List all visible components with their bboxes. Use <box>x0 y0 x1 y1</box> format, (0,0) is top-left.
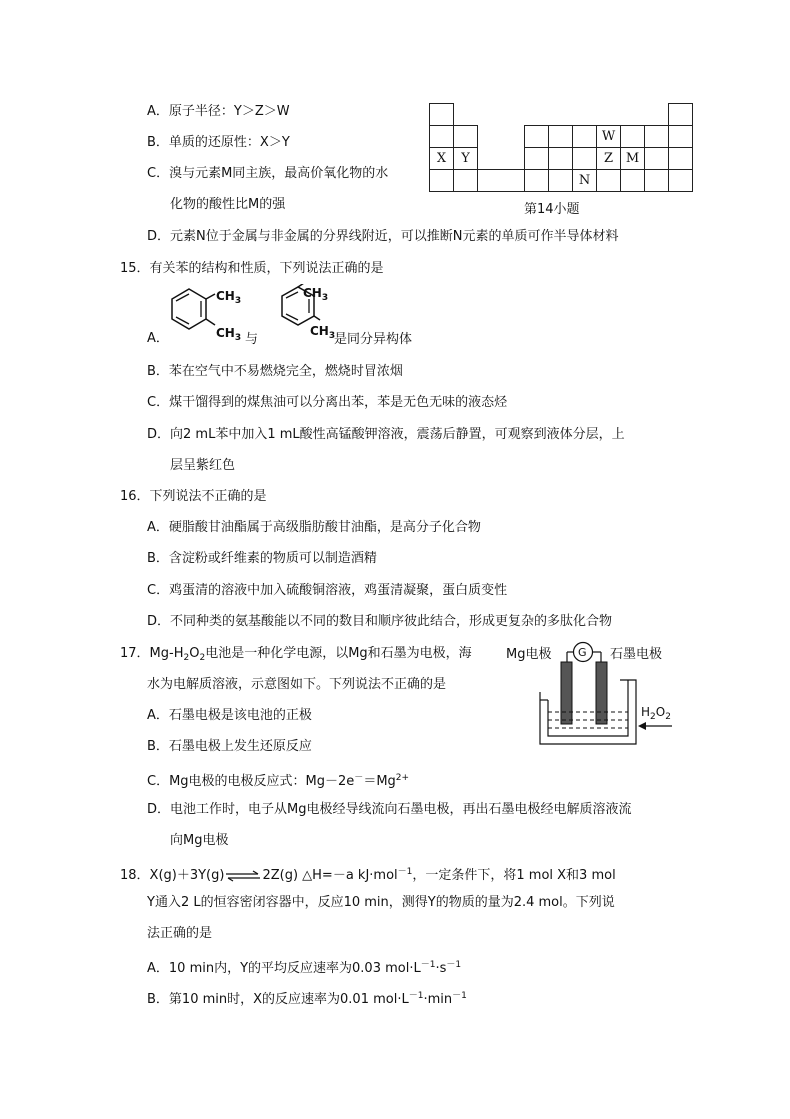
q18-stem-line2: Y通入2 L的恒容密闭容器中，反应10 min，测得Y的物质的量为2.4 mol。下列说 <box>147 895 615 910</box>
q15-option-d-line1: D．向2 mL苯中加入1 mL酸性高锰酸钾溶液，震荡后静置，可观察到液体分层，上 <box>147 427 625 442</box>
q15-option-a-mid: 与 <box>245 332 259 347</box>
q17-stem-line1: 17．$Mg-H_2O_2$电池是一种化学电源，以Mg和石墨为电极，海 <box>120 646 472 663</box>
cell-m: M <box>621 148 645 170</box>
q15-stem: 15．有关苯的结构和性质，下列说法正确的是 <box>120 261 384 276</box>
q14-option-a: A．原子半径：Y＞Z＞W <box>147 104 290 119</box>
q17-option-d-line2: 向Mg电极 <box>170 833 229 848</box>
q17-stem-line2: 水为电解质溶液，示意图如下。下列说法不正确的是 <box>147 677 447 692</box>
q18-stem-line3: 法正确的是 <box>147 926 213 941</box>
q15-option-a-prefix: A． <box>147 331 169 346</box>
q16-option-b: B．含淀粉或纤维素的物质可以制造酒精 <box>147 551 377 566</box>
methyl-label: $CH_3$ <box>303 286 329 303</box>
q15-option-b: B．苯在空气中不易燃烧完全，燃烧时冒浓烟 <box>147 364 403 379</box>
q14-option-c-line2: 化物的酸性比M的强 <box>170 197 286 212</box>
methyl-label: $CH_3$ <box>216 289 242 306</box>
q18-option-b: B．第10 min时，X的反应速率为0.01 $mol\cdot L^{-1}\cdot\min^{-1}$ <box>147 991 467 1007</box>
cell-y: Y <box>454 148 478 170</box>
cell-x: X <box>430 148 454 170</box>
q16-option-d: D．不同种类的氨基酸能以不同的数目和顺序彼此结合，形成更复杂的多肽化合物 <box>147 614 613 629</box>
cell-w: W <box>597 126 621 148</box>
q17-option-c: C．Mg电极的电极反应式：$Mg-2e^-=Mg^{2+}$ <box>147 773 410 789</box>
table-caption: 第14小题 <box>524 202 580 217</box>
methyl-label: $CH_3$ <box>310 324 336 341</box>
methyl-label: $CH_3$ <box>216 326 242 343</box>
galvanometer-label: G <box>578 646 587 659</box>
mg-electrode-label: Mg电极 <box>506 647 552 662</box>
battery-diagram <box>500 640 680 750</box>
q14-option-d: D．元素N位于金属与非金属的分界线附近，可以推断N元素的单质可作半导体材料 <box>147 229 619 244</box>
equilibrium-arrow-icon <box>224 870 262 882</box>
q17-option-a: A．石墨电极是该电池的正极 <box>147 708 312 723</box>
cell-z: Z <box>597 148 621 170</box>
q15-option-d-line2: 层呈紫红色 <box>170 458 236 473</box>
cell-n: N <box>573 170 597 192</box>
battery-drawing <box>500 640 680 750</box>
q17-option-b: B．石墨电极上发生还原反应 <box>147 739 312 754</box>
q18-stem-line1: 18．X(g)＋3Y(g) 2Z(g) △H=－a kJ·mol$^{-1}$，一定条件下，将1 mol X和3 mol <box>120 867 616 883</box>
q16-option-c: C．鸡蛋清的溶液中加入硫酸铜溶液，鸡蛋清凝聚，蛋白质变性 <box>147 583 508 598</box>
q15-option-a-suffix: 是同分异构体 <box>334 332 413 347</box>
q16-stem: 16．下列说法不正确的是 <box>120 489 267 504</box>
q16-option-a: A．硬脂酸甘油酯属于高级脂肪酸甘油酯，是高分子化合物 <box>147 520 481 535</box>
q17-option-d-line1: D．电池工作时，电子从Mg电极经导线流向石墨电极，再出石墨电极经电解质溶液流 <box>147 802 632 817</box>
q14-option-c-line1: C．溴与元素M同主族，最高价氧化物的水 <box>147 166 389 181</box>
q14-option-b: B．单质的还原性：X＞Y <box>147 135 290 150</box>
graphite-electrode-label: 石墨电极 <box>610 647 663 662</box>
q18-option-a: A．10 min内，Y的平均反应速率为0.03 $mol\cdot L^{-1}\cdot s^{-1}$ <box>147 960 462 976</box>
q15-option-c: C．煤干馏得到的煤焦油可以分离出苯，苯是无色无味的液态烃 <box>147 395 508 410</box>
periodic-table-fragment <box>429 103 693 192</box>
h2o2-label: $H_2O_2$ <box>641 705 671 722</box>
